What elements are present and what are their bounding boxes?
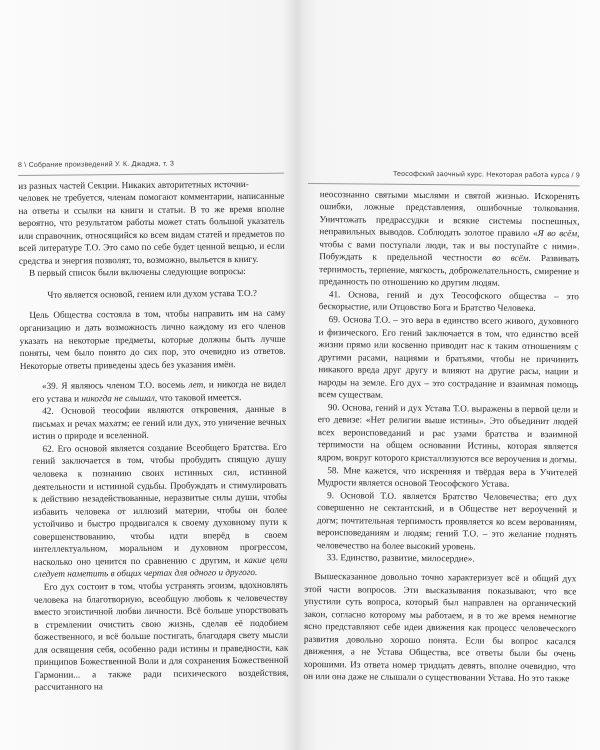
question-heading: Что является основой, гением или духом устава Т.О.?: [47, 287, 257, 300]
text: «39. Я являюсь членом Т.О. восемь: [41, 379, 189, 392]
text: 62. Его основой является создание Всеобщего Братства. Его гений заключается в том, чтобы пробудить спящую душу человека к познанию своих истинных сил, истинной деятельности и истинной судьбы. Пробуждать и стимулировать к действию незадействованные, неразвитые силы души, чтобы избавить человека от иллюзий материи, чтобы он более устойчиво и быстро продвигался к своему духовному пути к совершенствованию, чтобы идти вперёд в своем интеллектуальном, моральном и духовном прогрессом, насколько оно ценится по сравнению с другим, и: [32, 441, 288, 567]
answer-39: [32, 378, 286, 405]
emphasis: лет: [188, 379, 204, 390]
answer-58: 58. Мне кажется, что искренняя и твёрдая вера в Учителей Мудрости является основой Теософского Устава.: [317, 464, 578, 489]
right-paragraph-conclusion: Вышесказанное довольно точно характеризует всё и общий дух этой части вопросов. Эти высказывания показывают, что все упустили суть вопроса, который был направлен на органический закон, согласно которому мы работаем, и в то же время немногие ясно представляют себе идеи движения как процесс человеческого развития довольно хорошо понята. Если бы вопрос касался движения, а не Устава Общества, все ответы были бы очень хорошими. Из ответа номер тридцать девять, вполне очевидно, что он или она даже не слышали о существовании Устава. Но это также: [303, 571, 577, 684]
emphasis: никогда не слышал: [81, 392, 155, 404]
answer-90: 90. Основа, гений и дух Устава Т.О. выражены в первой цели и его девизе: «Нет религии выше истины». Это объединит людей всех вероисповеданий и рас узами братства и взаимной терпимости на общем основании Истины, которая является ядром, вокруг которого кристаллизуются все вероучения и догмы.: [317, 402, 578, 465]
text: , и никогда не видел его устава и: [32, 378, 287, 404]
answer-62-spirit: Его дух состоит в том, чтобы устранять эгоизм, вдохновлять человека на благотворную, всеобщую любовь к человечеству вместо эгоистичной любви личности. Всё больше упорствовать в стремлении очистить свою жизнь, сделав её подобием божественного, и всё больше постигать, благодаря свету мысли для освящения себя, особенно ради истины и праведности, как принципов Божественной Воли и для сохранения Божественной Гармонии... а также ради психического воздействия, рассчитанного на: [33, 579, 289, 693]
left-paragraph-2: В первый список были включены следующие вопросы:: [28, 266, 246, 279]
text: из разных частей Секции. Никаких авторитетных источни-: [18, 178, 249, 191]
answer-33: 33. Единство, развитие, милосердие».: [326, 552, 475, 564]
left-paragraph-1: человек не требуется, членам помогают комментарии, написанные на ответы и ссылки на книги и статьи. В то же время вполне вероятно, что результатом работы может стать большой указатель или справочник, относящийся ко всем видам статей и предметов по всей литературе Т.О. Это само по себе будет ценной вещью, и если средства и энергия позволят, то, возможно, выльется в книгу.: [18, 190, 285, 266]
left-page-header: 8 \ Собрание произведений У. К. Джаджа, т. 3: [18, 158, 284, 176]
text: . Развивать терпимость, терпение, мягкость, доброжелательность, смирение и преданность по отношению ко другим людям.: [318, 253, 580, 289]
answer-9: 9. Основой Т.О. является Братство Человечества; его дух совершенно не сектантский, и в Обществе нет вероучений и догм; почтительная терпимость проявляется ко всем верованиям, вероисповеданиям и людям; гений Т.О. – это желание поднять человечество на более высокий уровень.: [316, 489, 578, 552]
right-page: [303, 168, 580, 730]
emphasis: Я во всём: [537, 228, 578, 239]
text: , что таковой имеется.: [154, 391, 242, 403]
text: неосознанно святыми мыслями и святой жизнью. Искоренять ошибки, ложные представления, ошибочные толкования. Уничтожать предрассудки и всякие системы поспешных, неправильных выводов. Соблюдать золотое правило «: [319, 188, 580, 239]
emphasis: какие цели следует наметить в общих чертах для одного и другого.: [33, 554, 288, 580]
text: , чтобы с вами поступали люди, так и вы поступайте с ними». Побуждать к предельной честности: [319, 228, 580, 263]
right-page-header: Теософский заочный курс. Некоторая работа курса / 9: [308, 168, 580, 186]
right-paragraph-1: [319, 188, 580, 291]
emphasis: во всём: [492, 252, 529, 264]
answer-69: 69. Основа Т.О. – это вера в единство всего живого, духовного и физического. Его гений заключается в том, что единство всей жизни прямо или косвенно приводит нас к таким отношениям с другими расами, нациями и братьями, чтобы не причинить никакого вреда друг другу и влияют на другие расы, нации и народы на земле. Его дух – это сострадание и взаимная помощь всем существам.: [317, 314, 579, 400]
answer-41: 41. Основа, гений и дух Теософского общества – это бескорыстие, или Отцовство Бога и Братство Человека.: [318, 289, 579, 314]
answer-42: 42. Основой теософии являются откровения, данные в письмах и речах махатм; ее гений или дух, это уничение вечных истин о природе и вселенной.: [32, 403, 287, 442]
left-page: [18, 158, 289, 720]
left-paragraph-3: Цель Общества состояла в том, чтобы направить им на саму организацию и дать возможность лично каждому из его членов указать на некоторые предметы, которые должны быть лучше поняты, чем было понято до сих пор, это очевидно из ответов. Некоторые ответы приведены здесь без указания имён.: [19, 308, 286, 371]
answer-62: [32, 441, 287, 581]
